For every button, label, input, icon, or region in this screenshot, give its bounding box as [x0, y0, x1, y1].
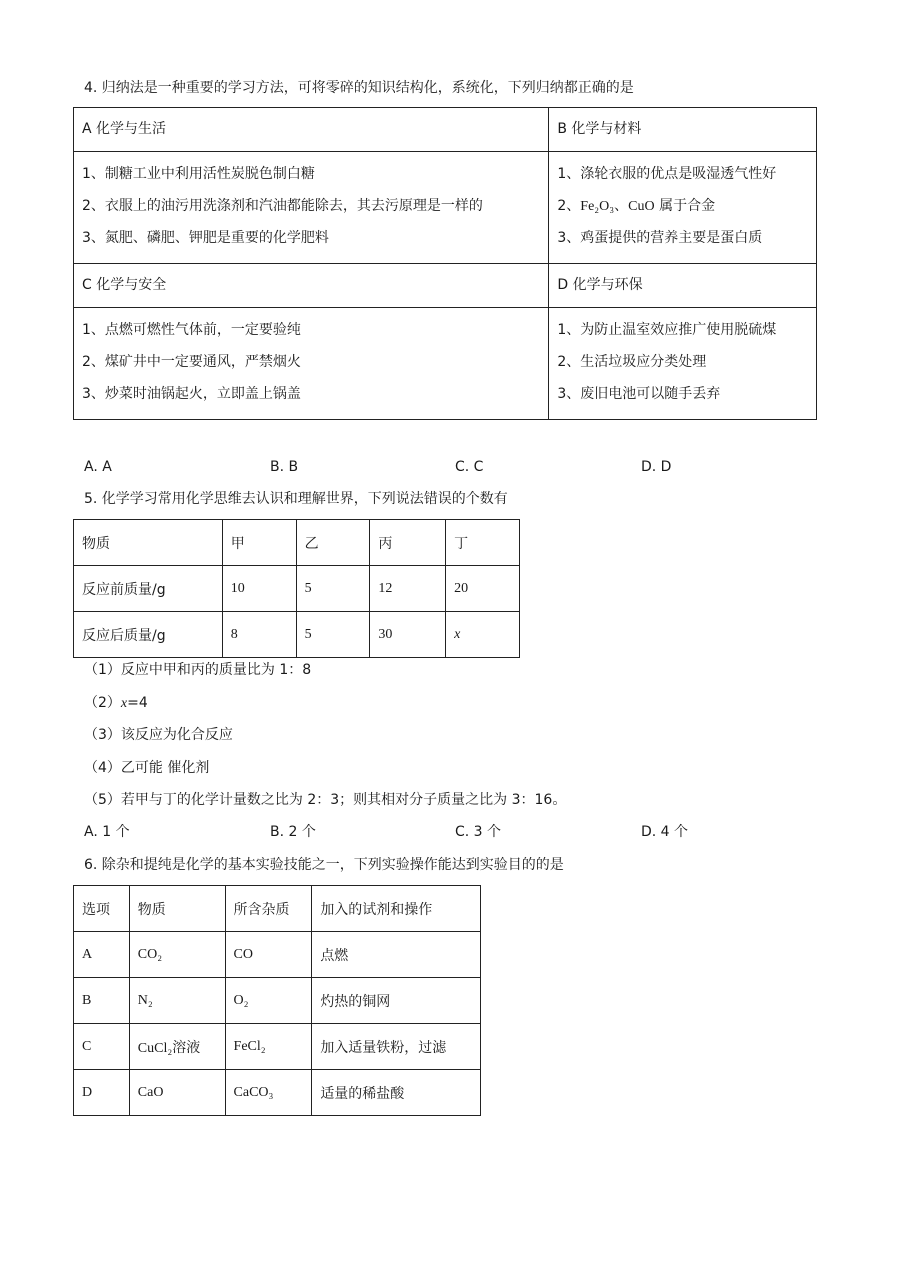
q5-row-after-yi: 5 [296, 612, 370, 658]
q5-table-row-after [74, 612, 520, 658]
q5-header-bing: 丙 [370, 520, 446, 566]
q5-option-d[interactable]: D. 4 个 [641, 824, 689, 840]
q4-c-line-2: 2、煤矿井中一定要通风，严禁烟火 [82, 354, 301, 370]
q5-statement-4: （4）乙可能 催化剂 [84, 760, 210, 776]
q6-table [73, 885, 481, 1116]
q4-b-line-2-suffix: 属于合金 [654, 198, 716, 214]
q4-a-line-1: 1、制糖工业中利用活性炭脱色制白糖 [82, 166, 315, 182]
q5-header-yi: 乙 [296, 520, 370, 566]
q6-table-row-a [74, 932, 481, 978]
q5-header-ding: 丁 [446, 520, 520, 566]
q5-statement-1: （1）反应中甲和丙的质量比为 1：8 [84, 662, 312, 678]
q6-row-d-reagent: 适量的稀盐酸 [312, 1070, 481, 1116]
q6-row-a-reagent: 点燃 [312, 932, 481, 978]
q6-row-d-option: D [74, 1070, 130, 1116]
q4-option-b[interactable]: B. B [270, 459, 299, 475]
q4-cell-b-body [549, 152, 817, 264]
q4-c-line-3: 3、炒菜时油锅起火，立即盖上锅盖 [82, 386, 301, 402]
q5-option-c[interactable]: C. 3 个 [455, 824, 502, 840]
q4-cell-d-body [549, 308, 817, 420]
q5-option-b[interactable]: B. 2 个 [270, 824, 316, 840]
q6-header-impurity: 所含杂质 [225, 886, 312, 932]
q5-row-before-bing: 12 [370, 566, 446, 612]
q6-row-a-option: A [74, 932, 130, 978]
q4-b-line-2-formula: Fe₂O₃、CuO [580, 199, 655, 214]
q5-statement-2-prefix: （2） [84, 695, 121, 711]
q5-row-after-bing: 30 [370, 612, 446, 658]
q6-table-row-c [74, 1024, 481, 1070]
q6-row-d-impurity: CaCO₃ [225, 1070, 312, 1116]
q4-b-line-3: 3、鸡蛋提供的营养主要是蛋白质 [557, 230, 763, 246]
q6-row-c-option: C [74, 1024, 130, 1070]
q4-option-c[interactable]: C. C [455, 459, 484, 475]
q5-row-after-jia: 8 [222, 612, 296, 658]
q4-option-a[interactable]: A. A [84, 459, 112, 475]
q5-header-jia: 甲 [222, 520, 296, 566]
q6-row-b-substance: N₂ [129, 978, 225, 1024]
q4-d-line-2: 2、生活垃圾应分类处理 [557, 354, 707, 370]
q5-statement-2-var: x [120, 696, 128, 711]
q5-table-header-row [74, 520, 520, 566]
q5-statement-2-suffix: =4 [127, 695, 148, 711]
q5-statement-3: （3）该反应为化合反应 [84, 727, 233, 743]
q6-row-c-reagent: 加入适量铁粉，过滤 [312, 1024, 481, 1070]
q5-header-substance: 物质 [74, 520, 223, 566]
q5-statement-5: （5）若甲与丁的化学计量数之比为 2：3；则其相对分子质量之比为 3：16。 [84, 792, 567, 808]
q6-row-a-substance: CO₂ [129, 932, 225, 978]
q6-row-b-option: B [74, 978, 130, 1024]
q6-header-reagent: 加入的试剂和操作 [312, 886, 481, 932]
q5-row-after-label: 反应后质量/g [74, 612, 223, 658]
q5-option-a[interactable]: A. 1 个 [84, 824, 130, 840]
q6-header-option: 选项 [74, 886, 130, 932]
q5-row-before-yi: 5 [296, 566, 370, 612]
q6-row-c-impurity: FeCl₂ [225, 1024, 312, 1070]
q6-row-b-impurity: O₂ [225, 978, 312, 1024]
q5-row-before-label: 反应前质量/g [74, 566, 223, 612]
q4-stem: 4. 归纳法是一种重要的学习方法，可将零碎的知识结构化，系统化，下列归纳都正确的是 [84, 80, 634, 96]
q4-a-line-2: 2、衣服上的油污用洗涤剂和汽油都能除去，其去污原理是一样的 [82, 198, 483, 214]
q5-statement-2 [84, 693, 148, 714]
q4-d-line-1: 1、为防止温室效应推广使用脱硫煤 [557, 322, 777, 338]
q6-header-substance: 物质 [129, 886, 225, 932]
q5-stem: 5. 化学学习常用化学思维去认识和理解世界，下列说法错误的个数有 [84, 491, 508, 507]
q6-stem: 6. 除杂和提纯是化学的基本实验技能之一，下列实验操作能达到实验目的的是 [84, 857, 564, 873]
q4-a-line-3: 3、氮肥、磷肥、钾肥是重要的化学肥料 [82, 230, 329, 246]
q4-cell-c-body [74, 308, 549, 420]
q6-row-d-substance: CaO [129, 1070, 225, 1116]
q4-b-line-1: 1、涤轮衣服的优点是吸湿透气性好 [557, 166, 777, 182]
q6-table-header-row [74, 886, 481, 932]
q4-b-line-2-prefix: 2、 [557, 198, 581, 214]
q5-row-before-ding: 20 [446, 566, 520, 612]
q5-row-after-ding: x [446, 612, 520, 658]
q4-cell-c-title: C 化学与安全 [74, 264, 549, 308]
q6-table-row-b [74, 978, 481, 1024]
q4-cell-b-title: B 化学与材料 [549, 108, 817, 152]
q4-cell-d-title: D 化学与环保 [549, 264, 817, 308]
q5-table-row-before [74, 566, 520, 612]
q4-cell-a-title: A 化学与生活 [74, 108, 549, 152]
q4-table [73, 107, 817, 420]
q6-row-c-substance: CuCl₂溶液 [129, 1024, 225, 1070]
q6-table-row-d [74, 1070, 481, 1116]
q5-row-before-jia: 10 [222, 566, 296, 612]
q4-option-d[interactable]: D. D [641, 459, 672, 475]
q4-d-line-3: 3、废旧电池可以随手丢弃 [557, 386, 721, 402]
q4-b-line-2 [557, 195, 816, 217]
q6-row-b-reagent: 灼热的铜网 [312, 978, 481, 1024]
q6-row-a-impurity: CO [225, 932, 312, 978]
q4-c-line-1: 1、点燃可燃性气体前，一定要验纯 [82, 322, 301, 338]
q4-cell-a-body [74, 152, 549, 264]
q5-table [73, 519, 520, 658]
